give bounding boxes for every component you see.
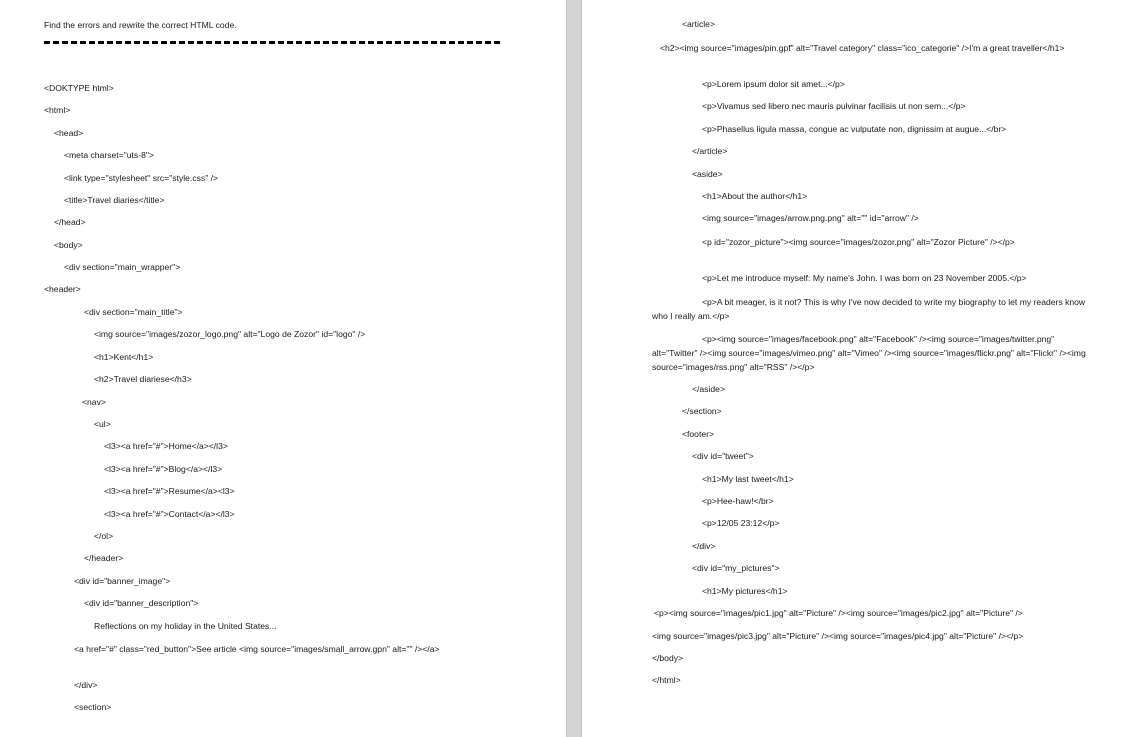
dashed-separator xyxy=(44,41,500,44)
code-line: </article> xyxy=(692,146,728,156)
code-line: <nav> xyxy=(82,397,106,407)
code-line: <p>A bit meager, is it not? This is why I've now decided to write my biography to let my readers know who I really am.</p> xyxy=(652,297,1086,321)
page-gutter xyxy=(566,0,582,737)
code-line: <h1>My last tweet</h1> xyxy=(702,474,794,484)
code-line: <p>Vivamus sed libero nec mauris pulvinar facilisis ut non sem...</p> xyxy=(702,101,966,111)
code-line: <p>Let me introduce myself: My name's John. I was born on 23 November 2005.</p> xyxy=(702,273,1027,283)
code-line: </body> xyxy=(652,653,684,663)
code-line: <p><img source="images/pic1.jpg" alt="Picture" /><img source="images/pic2.jpg" alt="Picture" /> xyxy=(654,608,1023,618)
code-line: <div id="banner_description"> xyxy=(84,598,199,608)
code-line: <article> xyxy=(682,19,715,29)
code-line: <section> xyxy=(74,702,112,712)
code-line: <h1>My pictures</h1> xyxy=(702,586,788,596)
code-line: <h1>About the author</h1> xyxy=(702,191,808,201)
code-line: </ol> xyxy=(94,531,114,541)
instruction-text: Find the errors and rewrite the correct HTML code. xyxy=(44,20,237,30)
code-line: <div id="banner_image"> xyxy=(74,576,171,586)
code-line: <div id="tweet"> xyxy=(692,451,754,461)
code-line: <p>12/05 23:12</p> xyxy=(702,518,780,528)
code-line: <head> xyxy=(54,128,84,138)
code-line: <link type="stylesheet" src="style.css" /> xyxy=(64,173,219,183)
code-line: <header> xyxy=(44,284,81,294)
code-line: <p>Lorem ipsum dolor sit amet...</p> xyxy=(702,79,845,89)
code-line: <div section="main_wrapper"> xyxy=(64,262,181,272)
code-line: <p>Hee-haw!</br> xyxy=(702,496,774,506)
code-line: </head> xyxy=(54,217,86,227)
code-line: <img source="images/pic3.jpg" alt="Picture" /><img source="images/pic4.jpg" alt="Picture" /></p> xyxy=(652,631,1024,641)
code-line: </section> xyxy=(682,406,722,416)
code-line: <body> xyxy=(54,240,83,250)
code-line: <l3><a href="#">Contact</a></l3> xyxy=(104,509,235,519)
code-line: <div id="my_pictures"> xyxy=(692,563,780,573)
code-line: <meta charset="uts-8"> xyxy=(64,150,154,160)
code-line: <h2>Travel diariese</h3> xyxy=(94,374,192,384)
document-page-left xyxy=(0,0,566,737)
code-line: <l3><a href="#">Home</a></l3> xyxy=(104,441,228,451)
code-line: </div> xyxy=(74,680,98,690)
code-line: <l3><a href="#">Blog</a></l3> xyxy=(104,464,223,474)
code-line: <h1>Kent</h1> xyxy=(94,352,154,362)
document-page-right xyxy=(582,0,1136,737)
code-line: <img source="images/arrow.png.png" alt="" id="arrow" /> xyxy=(702,213,919,223)
code-line: <aside> xyxy=(692,169,723,179)
code-line: </aside> xyxy=(692,384,725,394)
code-line: </html> xyxy=(652,675,681,685)
code-line: <p id="zozor_picture"><img source="images/zozor.png" alt="Zozor Picture" /></p> xyxy=(702,237,1015,247)
code-line: <title>Travel diaries</title> xyxy=(64,195,165,205)
code-line: <l3><a href="#">Resume</a><l3> xyxy=(104,486,235,496)
code-line: </div> xyxy=(692,541,716,551)
code-line: <h2><img source="images/pin.gpf" alt="Travel category" class="ico_categorie" />I'm a great traveller</h1> xyxy=(660,43,1065,53)
code-line: <ul> xyxy=(94,419,111,429)
code-line: <footer> xyxy=(682,429,715,439)
code-line: <img source="images/zozor_logo.png" alt="Logo de Zozor" id="logo" /> xyxy=(94,329,366,339)
code-line: <a href="#" class="red_button">See article <img source="images/small_arrow.gpn" alt="" /></a> xyxy=(74,644,440,654)
code-line: <div section="main_title"> xyxy=(84,307,183,317)
code-line: <p>Phasellus ligula massa, congue ac vulputate non, dignissim at augue...</br> xyxy=(702,124,1007,134)
code-line: <p><img source="images/facebook.png" alt="Facebook" /><img source="images/twitter.png" alt="Twitter" /><img source="images/vimeo.png" alt="Vimeo" /><img source="images/flickr.png" alt="Flickr" /><img source="images/rss.png" alt="RSS" /></p> xyxy=(652,334,1086,372)
code-line: <DOKTYPE html> xyxy=(44,83,114,93)
code-line: </header> xyxy=(84,553,124,563)
code-line: <html> xyxy=(44,105,71,115)
code-line: Reflections on my holiday in the United States... xyxy=(94,621,277,631)
